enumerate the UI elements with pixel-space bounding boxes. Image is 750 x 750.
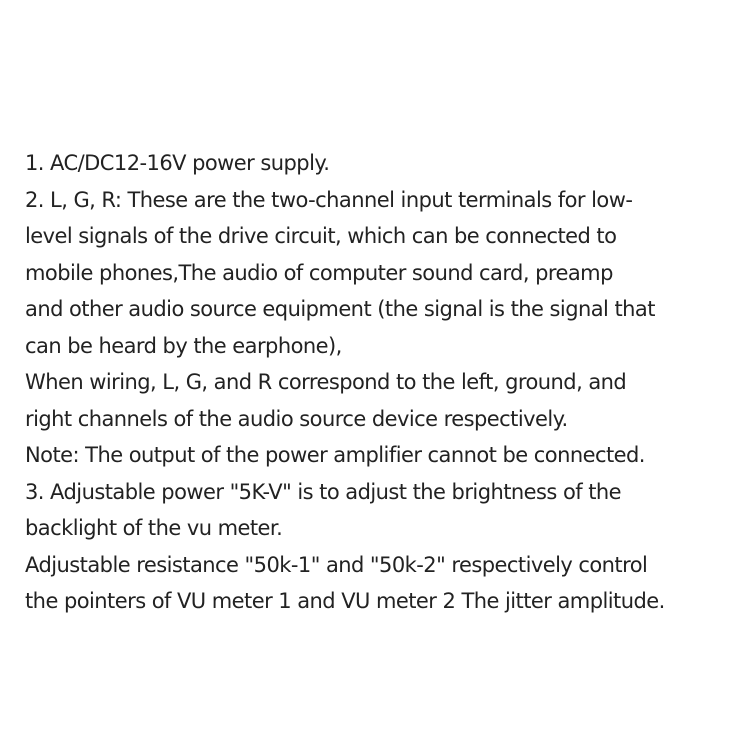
text-line: the pointers of VU meter 1 and VU meter 2 The jitter amplitude. xyxy=(25,589,665,613)
text-line: Note: The output of the power amplifier cannot be connected. xyxy=(25,443,645,467)
text-line: can be heard by the earphone), xyxy=(25,333,342,358)
text-line: right channels of the audio source device respectively. xyxy=(25,406,568,431)
text-line: level signals of the drive circuit, which can be connected to xyxy=(25,224,617,248)
text-line: When wiring, L, G, and R correspond to the left, ground, and xyxy=(25,370,627,394)
text-line: mobile phones,The audio of computer sound card, preamp xyxy=(25,260,613,285)
text-line: 1. AC/DC12-16V power supply. xyxy=(25,151,330,175)
text-line: backlight of the vu meter. xyxy=(25,516,283,540)
instruction-text-block xyxy=(25,145,740,620)
text-line: Adjustable resistance "50k-1" and "50k-2" respectively control xyxy=(25,552,648,577)
text-line: 2. L, G, R: These are the two-channel input terminals for low- xyxy=(25,187,633,212)
text-line: and other audio source equipment (the signal is the signal that xyxy=(25,297,655,321)
text-line: 3. Adjustable power "5K-V" is to adjust the brightness of the xyxy=(25,479,622,504)
